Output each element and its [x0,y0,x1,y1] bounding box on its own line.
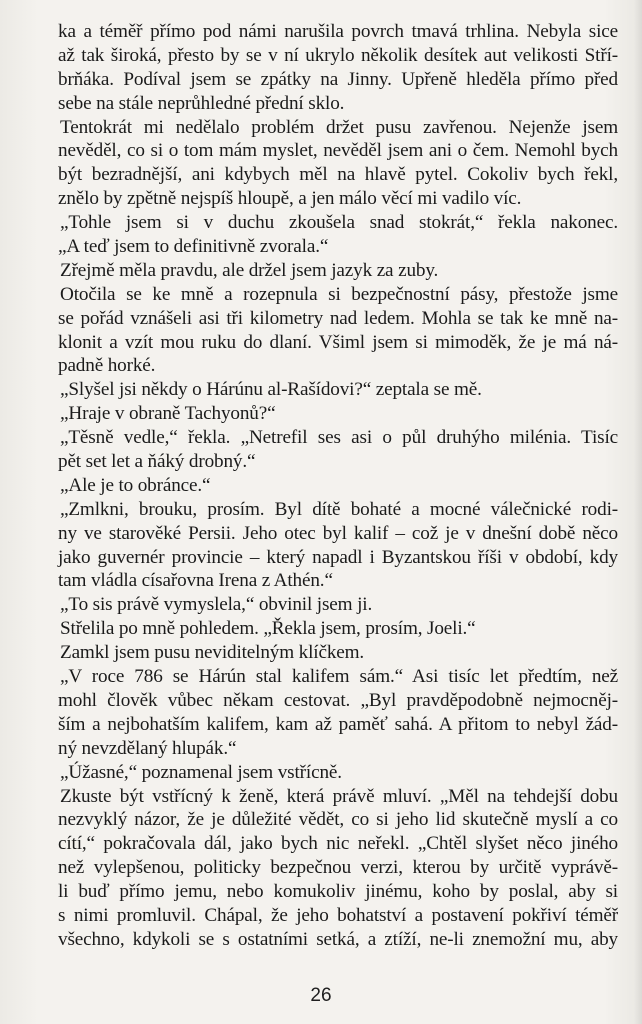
page-edge-shadow [634,0,642,1024]
text-line: ný nevzdělaný hlupák.“ [58,737,237,759]
text-line: všechno, kdykoli se s ostatními setká, a ztíží, ne-li znemožní mu, aby [58,928,618,950]
body-text [58,20,618,952]
text-line: znělo by zpětně nejspíš hloupě, a jen málo věcí mi vadilo víc. [58,188,522,210]
text-line: jako guvernér provincie – který napadl i Byzantskou říši v období, kdy [58,546,618,568]
text-line: Zkuste být vstřícný k ženě, která právě mluví. „Měl na tehdejší dobu [60,785,618,807]
text-line: nevěděl, co si o tom mám myslet, nevěděl jsem ani o čem. Nemohl bych [58,140,618,162]
text-line: být bezradnější, ani kdybych měl na hlavě pytel. Cokoliv bych řekl, [58,164,618,186]
text-line: Tentokrát mi nedělalo problém držet pusu zavřenou. Nejenže jsem [60,116,618,138]
text-line: se pořád vznášeli asi tři kilometry nad ledem. Mohla se tak ke mně na- [58,307,618,329]
text-line: Střelila po mně pohledem. „Řekla jsem, prosím, Joeli.“ [60,618,476,640]
text-line: „Úžasné,“ poznamenal jsem vstřícně. [60,761,342,783]
text-line: až tak široká, přesto by se v ní ukrylo několik desítek aut velikosti Stří- [58,44,618,66]
text-line: „A teď jsem to definitivně zvorala.“ [58,236,329,258]
text-line: „Zmlkni, brouku, prosím. Byl dítě bohaté a mocné válečnické rodi- [60,498,618,520]
text-line: „Ale je to obránce.“ [60,474,211,496]
text-line: ším a nejbohatším kalifem, kam až paměť sahá. A přitom to nebyl žád- [58,713,618,735]
text-line: „Slyšel jsi někdy o Hárúnu al-Rašídovi?“ zeptala se mě. [60,379,482,401]
text-line: s nimi promluvil. Chápal, že jeho bohatství a postavení pokřiví téměř [58,904,618,926]
text-line: Zamkl jsem pusu neviditelným klíčkem. [60,642,365,664]
text-line: cítí,“ pokračovala dál, jako bych nic neřekl. „Chtěl slyšet něco jiného [58,833,618,855]
text-line: ny ve starověké Persii. Jeho otec byl kalif – což je v dnešní době něco [58,522,618,544]
text-line: ka a téměř přímo pod námi narušila povrch tmavá trhlina. Nebyla sice [58,21,618,42]
text-line: li buď přímo jemu, nebo komukoliv jinému, koho by poslal, aby si [58,881,618,903]
text-line: Otočila se ke mně a rozepnula si bezpečnostní pásy, přestože jsme [60,283,618,305]
page-number: 26 [310,985,332,1006]
text-line: „V roce 786 se Hárún stal kalifem sám.“ Asi tisíc let předtím, než [60,666,618,688]
text-line: než vylepšenou, politicky bezpečnou verzi, kterou by určitě vyprávě- [58,857,618,879]
text-line: klonit a vzít mou ruku do dlaní. Všiml jsem si mimoděk, že je má ná- [58,331,618,353]
text-line: brňáka. Podíval jsem se zpátky na Jinny. Upřeně hleděla přímo před [58,68,618,90]
text-line: „To sis právě vymyslela,“ obvinil jsem ji. [60,594,373,616]
text-line: „Tohle jsem si v duchu zkoušela snad stokrát,“ řekla nakonec. [60,212,618,234]
text-line: Zřejmě měla pravdu, ale držel jsem jazyk za zuby. [60,259,439,281]
text-line: „Těsně vedle,“ řekla. „Netrefil ses asi o půl druhýho milénia. Tisíc [60,427,618,449]
text-line: padně horké. [58,355,156,377]
text-line: sebe na stále neprůhledné přední sklo. [58,92,345,114]
text-line: „Hraje v obraně Tachyonů?“ [60,403,276,425]
text-line: pět set let a ňáký drobný.“ [58,451,256,473]
text-line: mohl člověk vůbec někam cestovat. „Byl pravděpodobně nejmocněj- [58,689,618,711]
text-line: nezvyklý názor, že je důležité vědět, co si jeho lid skutečně myslí a co [58,809,618,831]
text-line: tam vládla císařovna Irena z Athén.“ [58,570,333,592]
